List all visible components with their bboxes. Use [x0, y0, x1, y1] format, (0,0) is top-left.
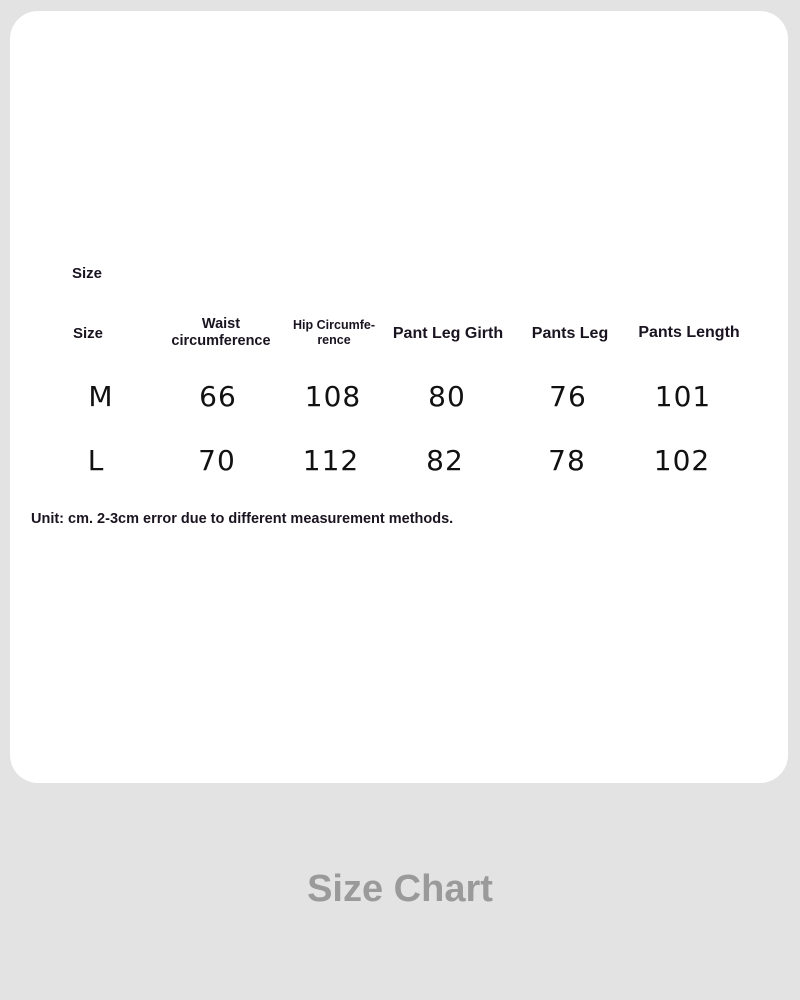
- header-hip-line-1: Hip Circumfe-: [293, 318, 375, 332]
- header-waist-line-2: circumference: [171, 332, 271, 349]
- row-l-hip: 112: [302, 444, 360, 477]
- row-m-leg: 76: [549, 380, 587, 413]
- row-l-leg: 78: [548, 444, 586, 477]
- row-l-waist: 70: [198, 444, 236, 477]
- row-m-length: 101: [654, 380, 712, 413]
- row-m-hip: 108: [304, 380, 362, 413]
- size-heading: Size: [72, 265, 103, 282]
- header-pants-length: Pants Length: [638, 324, 740, 341]
- header-hip: [293, 318, 375, 348]
- header-hip-line-2: rence: [317, 333, 351, 347]
- header-waist: [171, 316, 270, 349]
- row-l-girth: 82: [426, 444, 464, 477]
- row-l-size: L: [87, 444, 105, 477]
- header-pants-leg: Pants Leg: [531, 325, 609, 342]
- row-m-girth: 80: [428, 380, 466, 413]
- header-waist-line-1: Waist: [201, 316, 241, 332]
- header-size: Size: [72, 325, 104, 342]
- size-chart-title: Size Chart: [307, 868, 493, 910]
- row-m-waist: 66: [199, 380, 237, 413]
- row-l-length: 102: [653, 444, 711, 477]
- header-pant-leg-girth: Pant Leg Girth: [392, 325, 504, 342]
- measurement-note: Unit: cm. 2-3cm error due to different measurement methods.: [31, 511, 454, 527]
- size-chart-card: [10, 11, 788, 783]
- row-m-size: M: [88, 380, 114, 413]
